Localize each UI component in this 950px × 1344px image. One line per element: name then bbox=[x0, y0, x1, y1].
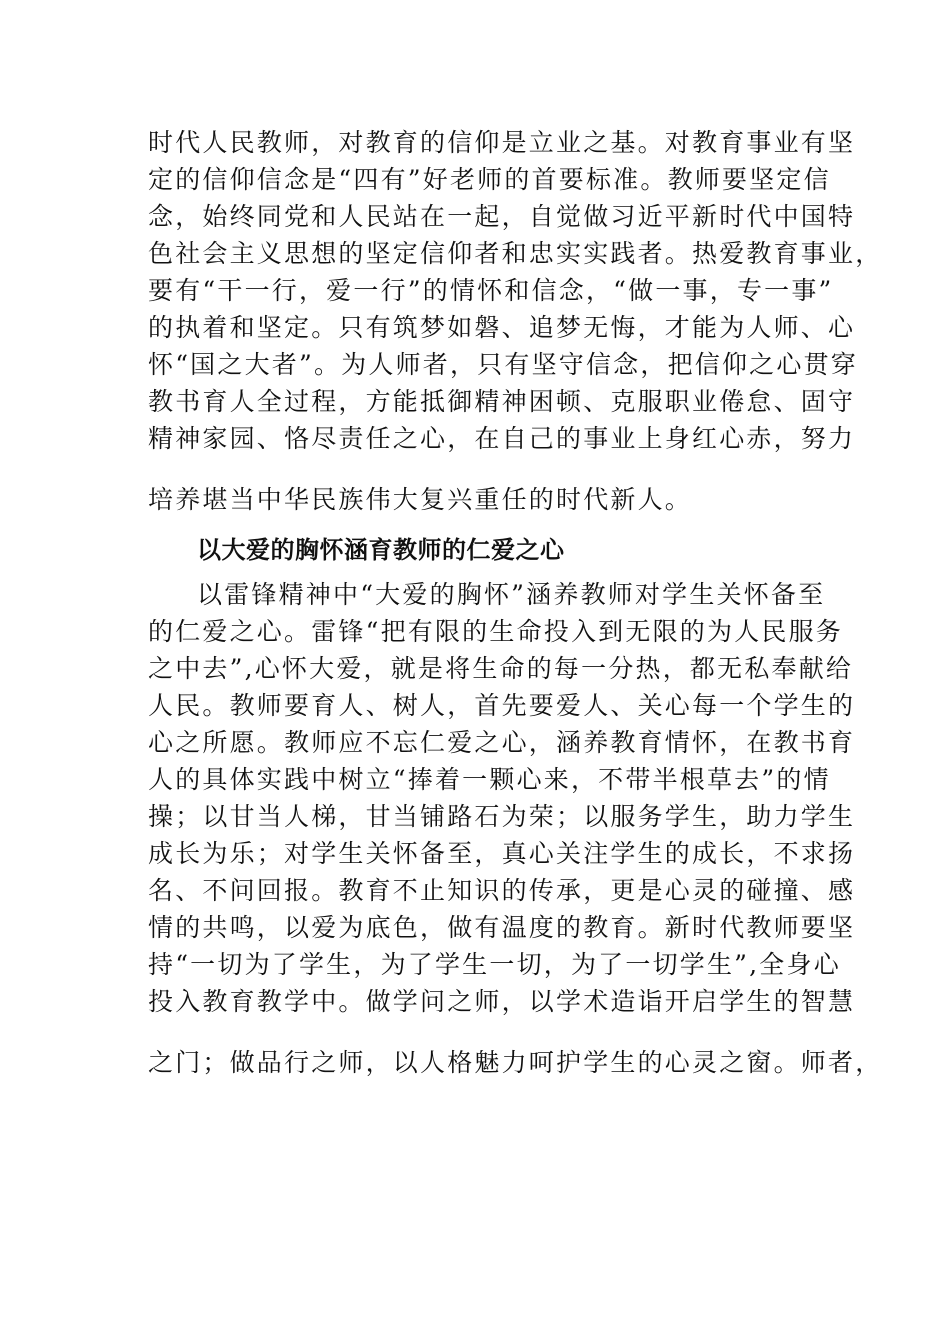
paragraph-line: 人民。教师要育人、树人，首先要爱人、关心每一个学生的 bbox=[148, 691, 856, 720]
paragraph-line: 教书育人全过程，方能抵御精神困顿、克服职业倦怠、固守 bbox=[148, 387, 856, 416]
paragraph-line: 色社会主义思想的坚定信仰者和忠实实践者。热爱教育事业， bbox=[148, 239, 883, 268]
paragraph-line: 之中去”,心怀大爱，就是将生命的每一分热，都无私奉献给 bbox=[148, 654, 854, 683]
paragraph-line: 时代人民教师，对教育的信仰是立业之基。对教育事业有坚 bbox=[148, 128, 856, 157]
paragraph-line: 名、不问回报。教育不止知识的传承，更是心灵的碰撞、感 bbox=[148, 876, 856, 905]
paragraph-line: 怀“国之大者”。为人师者，只有坚守信念，把信仰之心贯穿 bbox=[148, 350, 858, 379]
paragraph-line: 心之所愿。教师应不忘仁爱之心，涵养教育情怀，在教书育 bbox=[148, 728, 856, 757]
paragraph-line: 以雷锋精神中“大爱的胸怀”涵养教师对学生关怀备至 bbox=[197, 580, 826, 609]
paragraph-line: 之门；做品行之师，以人格魅力呵护学生的心灵之窗。师者， bbox=[148, 1048, 883, 1077]
paragraph-line: 念，始终同党和人民站在一起，自觉做习近平新时代中国特 bbox=[148, 202, 856, 231]
paragraph-line: 培养堪当中华民族伟大复兴重任的时代新人。 bbox=[148, 485, 693, 514]
paragraph-line: 情的共鸣，以爱为底色，做有温度的教育。新时代教师要坚 bbox=[148, 913, 856, 942]
paragraph-line: 的仁爱之心。雷锋“把有限的生命投入到无限的为人民服务 bbox=[148, 617, 843, 646]
paragraph-line: 操；以甘当人梯，甘当铺路石为荣；以服务学生，助力学生 bbox=[148, 802, 856, 831]
section-heading: 以大爱的胸怀涵育教师的仁爱之心 bbox=[197, 536, 565, 564]
paragraph-line: 的执着和坚定。只有筑梦如磐、追梦无悔，才能为人师、心 bbox=[148, 313, 856, 342]
paragraph-line: 精神家园、恪尽责任之心，在自己的事业上身红心赤，努力 bbox=[148, 424, 856, 453]
paragraph-line: 成长为乐；对学生关怀备至，真心关注学生的成长，不求扬 bbox=[148, 839, 856, 868]
paragraph-line: 人的具体实践中树立“捧着一颗心来，不带半根草去”的情 bbox=[148, 765, 831, 794]
paragraph-line: 要有“干一行，爱一行”的情怀和信念，“做一事，专一事” bbox=[148, 276, 834, 305]
paragraph-line: 持“一切为了学生，为了学生一切，为了一切学生”,全身心 bbox=[148, 950, 841, 979]
paragraph-line: 投入教育教学中。做学问之师，以学术造诣开启学生的智慧 bbox=[148, 987, 856, 1016]
paragraph-line: 定的信仰信念是“四有”好老师的首要标准。教师要坚定信 bbox=[148, 165, 831, 194]
